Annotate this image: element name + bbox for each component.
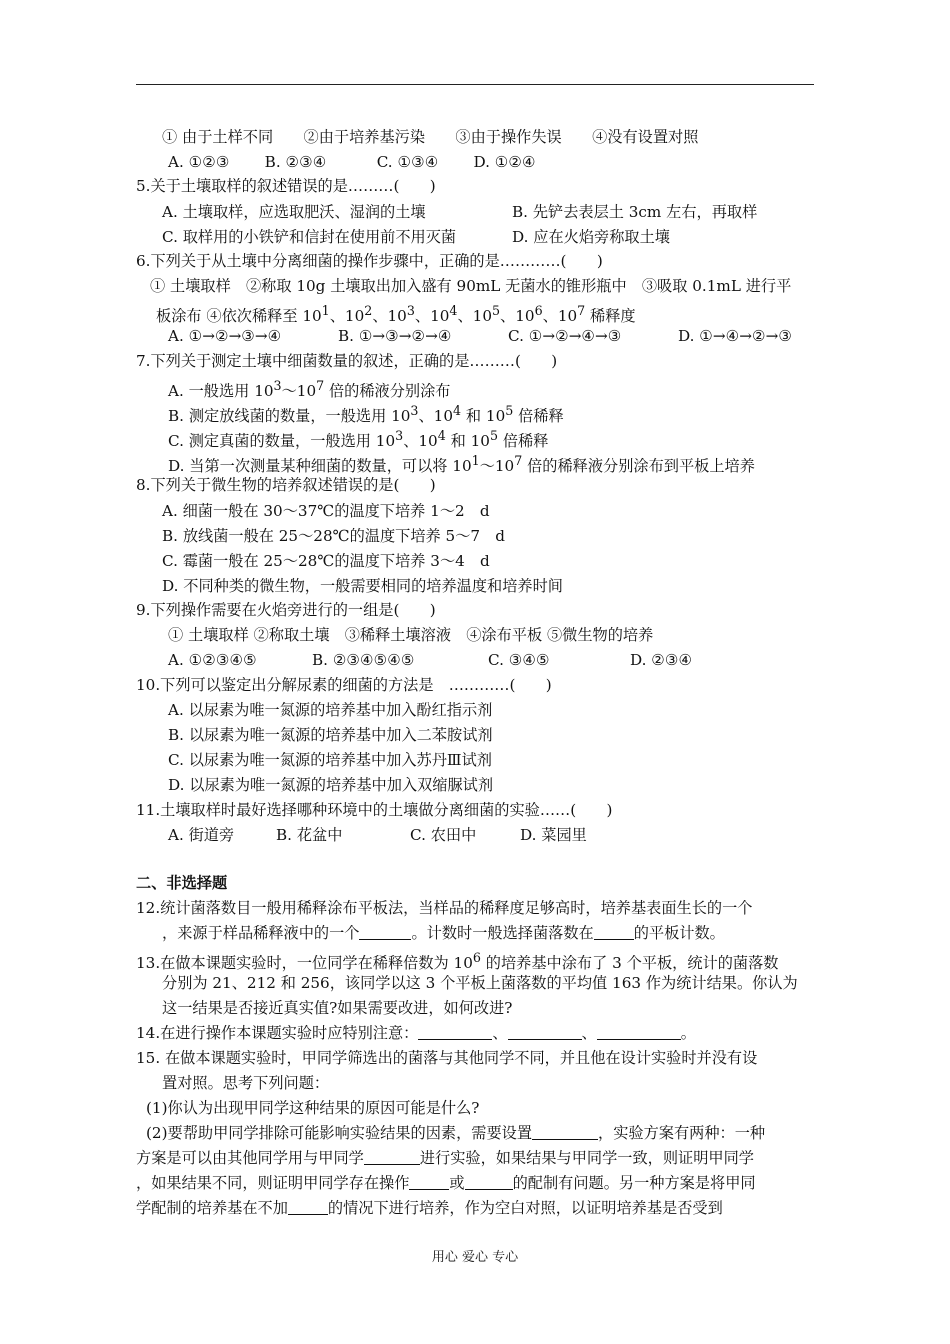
q12-line1: 12.统计菌落数目一般用稀释涂布平板法，当样品的稀释度足够高时，培养基表面生长的一个 [136,899,753,917]
q9-stem: 9.下列操作需要在火焰旁进行的一组是( ) [136,601,436,619]
q15-blank-2[interactable] [364,1149,420,1165]
q8-option-b: B. 放线菌一般在 25～28℃的温度下培养 5～7 d [162,527,505,545]
q14-blank-1[interactable] [418,1024,492,1040]
q6-steps-line2: 板涂布 ④依次稀释至 $10^1$、$10^2$、$10^3$、$10^4$、$10^5$、$10^6$、$10^7$ 稀释度 [156,303,636,326]
section-heading: 二、非选择题 [136,874,228,892]
q10-option-c: C. 以尿素为唯一氮源的培养基中加入苏丹Ⅲ试剂 [168,751,492,769]
q14-blank-3[interactable] [597,1024,681,1040]
q10-stem: 10.下列可以鉴定出分解尿素的细菌的方法是 …………( ) [136,676,552,694]
q4-reasons: ① 由于土样不同 ②由于培养基污染 ③由于操作失误 ④没有设置对照 [162,128,699,146]
q7-stem: 7.下列关于测定土壤中细菌数量的叙述，正确的是………( ) [136,352,558,370]
q15-line2: 置对照。思考下列问题： [162,1074,330,1092]
q12-blank-2[interactable] [594,924,634,940]
q15-line5: ，如果结果不同，则证明甲同学存在操作 或 的配制有问题。另一种方案是将甲同 [136,1174,756,1192]
q15-line4: 方案是可以由其他同学用与甲同学 进行实验，如果结果与甲同学一致，则证明甲同学 [136,1149,754,1167]
q14-line: 14.在进行操作本课题实验时应特别注意： 、 、 。 [136,1024,696,1042]
q15-sub1: (1)你认为出现甲同学这种结果的原因可能是什么? [146,1099,480,1117]
q11-option-c: C. 农田中 [410,826,477,844]
q7-option-d: D. 当第一次测量某种细菌的数量，可以将 $10^1\sim 10^7$ 倍的稀释液分别涂布到平板上培养 [168,453,755,476]
q8-option-c: C. 霉菌一般在 25～28℃的温度下培养 3～4 d [162,552,490,570]
q9-option-b: B. ②③④⑤④⑤ [312,651,415,669]
q11-option-a: A. 街道旁 [168,826,235,844]
q6-steps-line1: ① 土壤取样 ②称取 10g 土壤取出加入盛有 90mL 无菌水的锥形瓶中 ③吸取 0.1mL 进行平 [150,277,792,295]
q10-option-b: B. 以尿素为唯一氮源的培养基中加入二苯胺试剂 [168,726,493,744]
q10-option-a: A. 以尿素为唯一氮源的培养基中加入酚红指示剂 [168,701,493,719]
q15-blank-5[interactable] [288,1199,328,1215]
q6-option-d: D. ①→④→②→③ [678,327,792,345]
q5-option-c: C. 取样用的小铁铲和信封在使用前不用灭菌 [162,228,457,246]
q11-option-d: D. 菜园里 [520,826,587,844]
q8-stem: 8.下列关于微生物的培养叙述错误的是( ) [136,476,436,494]
q8-option-a: A. 细菌一般在 30～37℃的温度下培养 1～2 d [162,502,490,520]
q15-blank-1[interactable] [532,1124,598,1140]
header-rule [136,84,814,85]
q13-line3: 这一结果是否接近真实值?如果需要改进，如何改进? [162,999,513,1017]
q12-line2: ，来源于样品稀释液中的一个 。计数时一般选择菌落数在 的平板计数。 [162,924,725,942]
q15-blank-3[interactable] [409,1174,449,1190]
q7-option-a: A. 一般选用 $10^3\sim 10^7$ 倍的稀液分别涂布 [168,378,451,401]
q8-option-d: D. 不同种类的微生物，一般需要相同的培养温度和培养时间 [162,577,563,595]
q13-line1: 13.在做本课题实验时，一位同学在稀释倍数为 $10^6$ 的培养基中涂布了 3 个平板，统计的菌落数 [136,950,779,973]
q11-stem: 11.土壤取样时最好选择哪种环境中的土壤做分离细菌的实验……( ) [136,801,613,819]
q5-stem: 5.关于土壤取样的叙述错误的是………( ) [136,177,436,195]
page-footer: 用心 爱心 专心 [431,1250,519,1265]
q9-option-c: C. ③④⑤ [488,651,550,669]
q7-option-c: C. 测定真菌的数量，一般选用 $10^3$、$10^4$ 和 $10^5$ 倍稀释 [168,428,549,451]
q4-options: A. ①②③ B. ②③④ C. ①③④ D. ①②④ [168,153,536,171]
q5-option-b: B. 先铲去表层土 3cm 左右，再取样 [512,203,758,221]
q6-option-c: C. ①→②→④→③ [508,327,622,345]
q11-option-b: B. 花盆中 [276,826,343,844]
q14-blank-2[interactable] [508,1024,582,1040]
q5-option-d: D. 应在火焰旁称取土壤 [512,228,670,246]
q9-option-a: A. ①②③④⑤ [168,651,257,669]
q15-blank-4[interactable] [465,1174,513,1190]
q15-line6: 学配制的培养基在不加 的情况下进行培养，作为空白对照，以证明培养基是否受到 [136,1199,723,1217]
q9-option-d: D. ②③④ [630,651,693,669]
q5-option-a: A. 土壤取样，应选取肥沃、湿润的土壤 [162,203,426,221]
q13-line2: 分别为 21、212 和 256，该同学以这 3 个平板上菌落数的平均值 163 作为统计结果。你认为 [162,974,798,992]
q9-items: ① 土壤取样 ②称取土壤 ③稀释土壤溶液 ④涂布平板 ⑤微生物的培养 [168,626,654,644]
q15-sub2: (2)要帮助甲同学排除可能影响实验结果的因素，需要设置 ，实验方案有两种：一种 [146,1124,766,1142]
q6-option-a: A. ①→②→③→④ [168,327,282,345]
q12-blank-1[interactable] [359,924,411,940]
q10-option-d: D. 以尿素为唯一氮源的培养基中加入双缩脲试剂 [168,776,494,794]
q15-line1: 15. 在做本课题实验时，甲同学筛选出的菌落与其他同学不同，并且他在设计实验时并没有设 [136,1049,758,1067]
q7-option-b: B. 测定放线菌的数量，一般选用 $10^3$、$10^4$ 和 $10^5$ 倍稀释 [168,403,564,426]
q6-stem: 6.下列关于从土壤中分离细菌的操作步骤中，正确的是…………( ) [136,252,603,270]
q6-option-b: B. ①→③→②→④ [338,327,452,345]
